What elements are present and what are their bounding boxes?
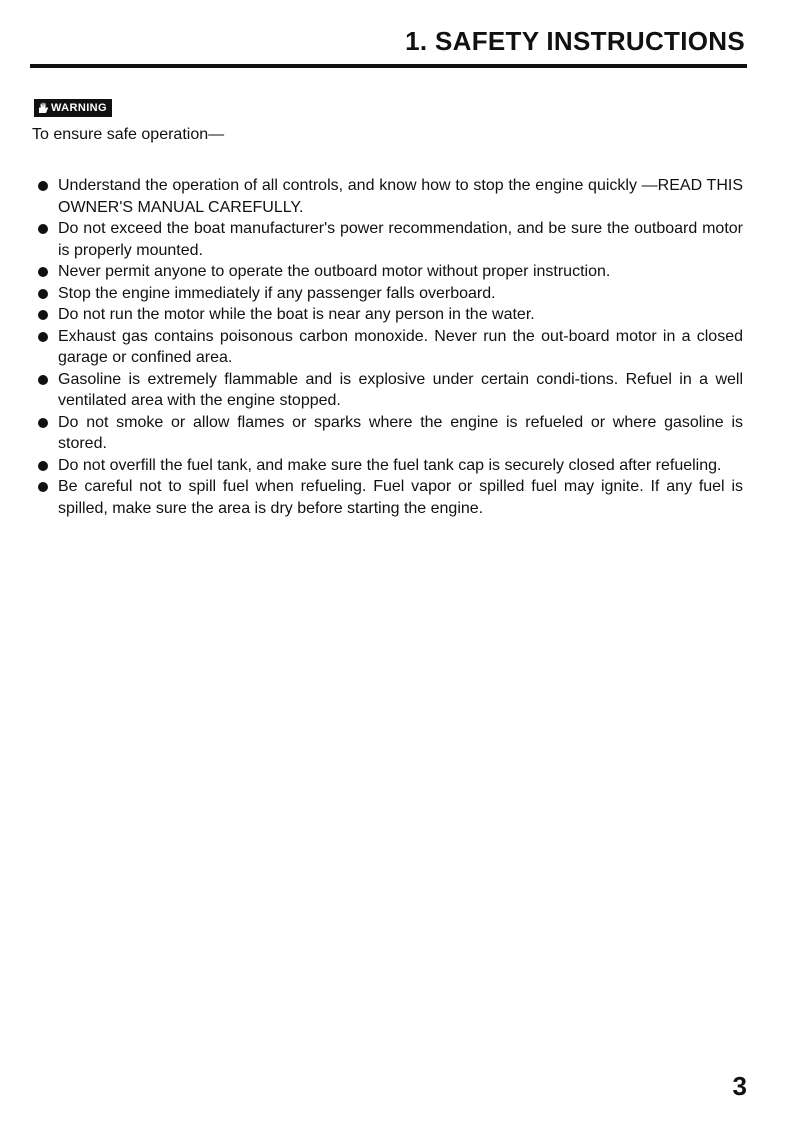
bullet-icon — [38, 482, 48, 492]
bullet-icon — [38, 332, 48, 342]
bullet-icon — [38, 224, 48, 234]
instruction-text: Do not exceed the boat manufacturer's power recommendation, and be sure the outboard motor is properly mounted. — [58, 220, 743, 259]
bullet-icon — [38, 375, 48, 385]
hand-warning-icon — [37, 102, 49, 114]
instruction-text: Gasoline is extremely flammable and is explosive under certain condi-tions. Refuel in a well ventilated area with the engine stopped. — [58, 370, 743, 409]
instruction-text: Exhaust gas contains poisonous carbon monoxide. Never run the out-board motor in a closed garage or confined area. — [58, 327, 743, 366]
instruction-text: Understand the operation of all controls, and know how to stop the engine quickly —READ THIS OWNER'S MANUAL CAREFULLY. — [58, 177, 743, 216]
page-number: 3 — [732, 1071, 747, 1101]
bullet-icon — [38, 289, 48, 299]
list-item — [37, 412, 743, 455]
bullet-icon — [38, 418, 48, 428]
warning-badge — [34, 99, 112, 117]
list-item — [37, 455, 743, 477]
warning-label: WARNING — [51, 102, 107, 114]
list-item — [37, 304, 743, 326]
instruction-text: Do not run the motor while the boat is near any person in the water. — [58, 306, 535, 323]
title-rule — [30, 64, 747, 68]
instruction-text: Do not overfill the fuel tank, and make sure the fuel tank cap is securely closed after refueling. — [58, 456, 722, 474]
list-item — [37, 218, 743, 261]
instruction-text: Be careful not to spill fuel when refueling. Fuel vapor or spilled fuel may ignite. If any fuel is spilled, make sure the area is dry before starting the engine. — [58, 478, 743, 517]
page-title: 1. SAFETY INSTRUCTIONS — [405, 26, 745, 56]
list-item — [37, 283, 743, 305]
list-item — [37, 369, 743, 412]
list-item — [37, 476, 743, 519]
list-item — [37, 326, 743, 369]
instruction-text: Never permit anyone to operate the outboard motor without proper instruction. — [58, 263, 611, 280]
bullet-icon — [38, 461, 48, 471]
list-item — [37, 261, 743, 283]
safety-instruction-list — [37, 175, 743, 519]
warning-intro: To ensure safe operation— — [32, 126, 225, 143]
bullet-icon — [38, 310, 48, 320]
list-item — [37, 175, 743, 218]
bullet-icon — [38, 181, 48, 191]
instruction-text: Stop the engine immediately if any passenger falls overboard. — [58, 284, 496, 302]
bullet-icon — [38, 267, 48, 277]
instruction-text: Do not smoke or allow flames or sparks where the engine is refueled or where gasoline is stored. — [58, 413, 743, 452]
